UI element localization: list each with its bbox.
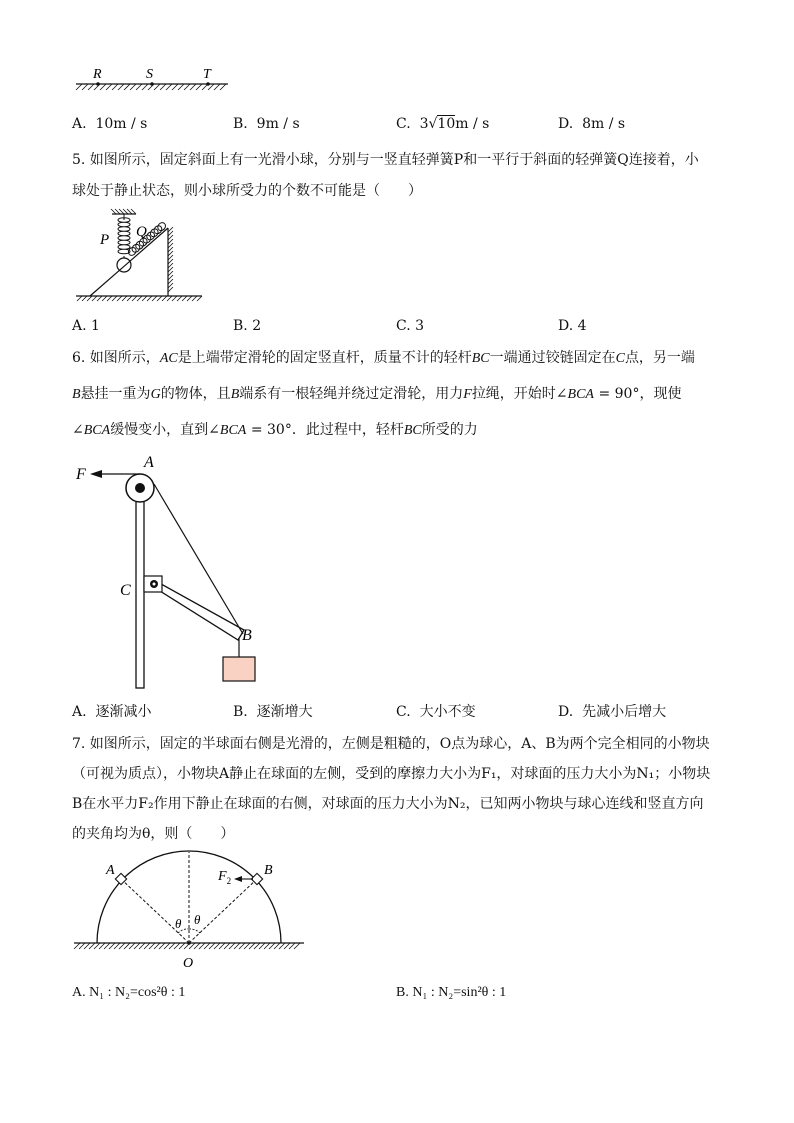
q6-option-d: D. 先减小后增大 [558, 704, 667, 720]
point-s [150, 82, 154, 86]
incline-hatch [168, 227, 173, 292]
q5-stem-line1: 5. 如图所示，固定斜面上有一光滑小球，分别与一竖直轻弹簧P和一平行于斜面的轻弹簧Q连接着，小 [72, 152, 699, 168]
point-r [96, 82, 100, 86]
angle-arc-right [189, 929, 200, 933]
figure-rst-ground [70, 62, 240, 98]
label-q: Q [136, 224, 147, 240]
figure-q5-incline [72, 208, 207, 308]
q6-option-b: B. 逐渐增大 [233, 704, 313, 720]
q4-option-a: A. 10m / s [72, 116, 148, 132]
ground-hatch [77, 296, 202, 301]
sqrt-symbol: √ [428, 116, 438, 132]
q4-option-b: B. 9m / s [233, 116, 300, 132]
q4-option-d: D. 8m / s [558, 116, 626, 132]
label-b: B [242, 627, 252, 644]
radius-ob [189, 878, 258, 943]
q7-stem-line1: 7. 如图所示，固定的半球面右侧是光滑的，左侧是粗糙的，O点为球心，A、B为两个完全相同的小物块 [72, 736, 710, 752]
figure-q6-pulley [72, 452, 272, 697]
arrow-f-icon [90, 470, 102, 478]
q7-option-a: A. N₁ : N₂=cos²θ : 1 [72, 985, 186, 1000]
label-a: A [106, 863, 115, 878]
q5-option-a: A. 1 [72, 318, 100, 334]
spring-q [128, 223, 165, 256]
figure-q7-hemisphere [72, 850, 312, 975]
center-o [187, 941, 191, 945]
q7-stem-line4: 的夹角均为θ，则（ ） [72, 826, 235, 842]
q7-option-b: B. N₁ : N₂=sin²θ : 1 [396, 985, 507, 1000]
label-theta-right: θ [194, 912, 201, 927]
label-f2 [217, 869, 231, 886]
q7-stem-line3: B在水平力F₂作用下静止在球面的右侧，对球面的压力大小为N₂，已知两小物块与球心连线和竖直方向 [72, 796, 704, 812]
boom-bc [154, 580, 244, 640]
label-t: T [203, 67, 211, 82]
label-s: S [146, 67, 153, 82]
label-f: F [76, 466, 86, 483]
label-a: A [144, 454, 154, 471]
label-f2-sub: 2 [226, 876, 232, 886]
label-c: C [120, 582, 131, 599]
q5-option-d: D. 4 [558, 318, 587, 334]
point-t [206, 82, 210, 86]
q6-stem-line1: 6. 如图所示，AC是上端带定滑轮的固定竖直杆，质量不计的轻杆BC一端通过铰链固定在C点，另一端 [72, 350, 695, 366]
radius-oa [120, 878, 189, 943]
label-f2-main: F [218, 869, 227, 884]
q5-option-b: B. 2 [233, 318, 262, 334]
q5-option-c: C. 3 [396, 318, 425, 334]
q6-option-a: A. 逐渐减小 [72, 704, 152, 720]
arrow-f2-icon [234, 876, 242, 882]
label-theta-left: θ [175, 916, 182, 931]
q6-stem-line3: ∠BCA缓慢变小，直到∠BCA = 30°．此过程中，轻杆BC所受的力 [72, 422, 478, 438]
q6-option-c: C. 大小不变 [396, 704, 476, 720]
q5-stem-line2: 球处于静止状态，则小球所受力的个数不可能是（ ） [72, 183, 422, 199]
q4-option-c: C. 3√10m / s [396, 116, 490, 132]
q7-stem-line2: （可视为质点），小物块A静止在球面的左侧，受到的摩擦力大小为F₁，对球面的压力大小为N₁；小物块 [72, 766, 711, 782]
label-r: R [93, 67, 102, 82]
vertical-rod [136, 488, 144, 688]
label-p: P [100, 232, 110, 248]
ground-hatch [74, 943, 300, 949]
weight-box [223, 657, 255, 681]
label-o: O [183, 956, 194, 971]
q6-stem-line2: B悬挂一重为G的物体，且B端系有一根轻绳并绕过定滑轮，用力F拉绳，开始时∠BCA = 90°，现使 [72, 386, 682, 402]
label-b: B [264, 863, 273, 878]
ceiling-hatch [111, 209, 136, 214]
